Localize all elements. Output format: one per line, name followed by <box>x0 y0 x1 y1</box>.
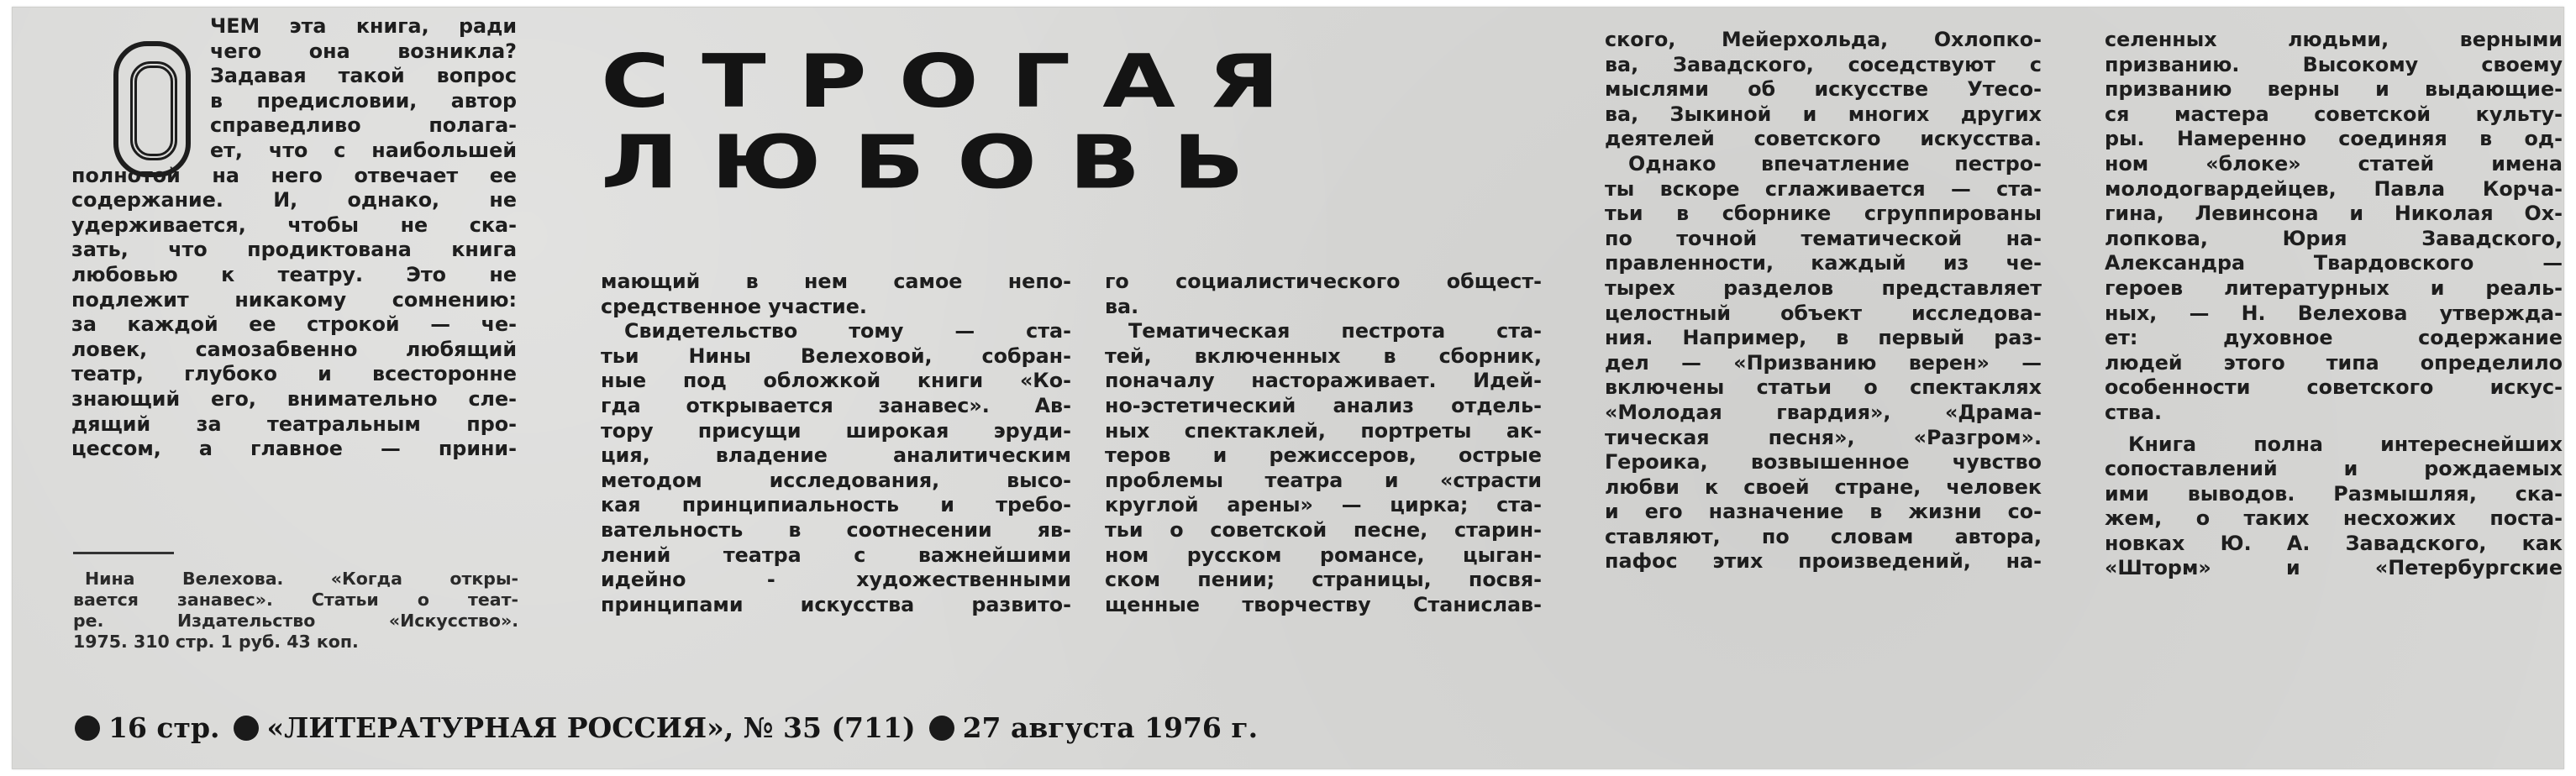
note-line: Нина Велехова. «Когда откры- <box>85 569 518 589</box>
text-line: ры. Намеренно соединяя в од- <box>2105 127 2563 151</box>
text-line: Александра Твардовского — <box>2105 251 2563 275</box>
text-line: теров и режиссеров, острые <box>1105 443 1542 468</box>
footer-newspaper-name: «ЛИТЕРАТУРНАЯ РОССИЯ», № 35 (711) <box>266 711 916 744</box>
article-column-4 <box>1605 28 2042 574</box>
text-line: молодогвардейцев, Павла Корча- <box>2105 176 2563 201</box>
text-line: лений театра с важнейшими <box>601 543 1071 567</box>
text-line: сопоставлений и рождаемых <box>2105 457 2563 481</box>
text-line: театр, глубоко и всесторонне <box>71 362 517 386</box>
text-line: ных, — Н. Велехова утвержда- <box>2105 301 2563 325</box>
text-line: призванию верны и выдающие- <box>2105 77 2563 102</box>
text-line: ского, Мейерхольда, Охлопко- <box>1605 28 2042 51</box>
text-line: жем, о таких несхожих поста- <box>2105 506 2563 531</box>
text-line: тьи в сборнике сгруппированы <box>1605 202 2042 226</box>
text-line: лопкова, Юрия Завадского, <box>2105 226 2563 250</box>
article-column-1 <box>71 14 517 462</box>
newspaper-footer <box>66 711 1263 745</box>
footer-date: 27 августа 1976 г. <box>962 711 1259 744</box>
bullet-icon <box>75 716 100 741</box>
text-line: Книга полна интереснейших <box>2128 432 2563 456</box>
text-line: ся мастера советской культу- <box>2105 102 2563 126</box>
text-line: и его назначение в жизни со- <box>1605 500 2042 524</box>
text-line: справедливо полага- <box>210 113 517 138</box>
text-line: тору присущи широкая эруди- <box>601 418 1071 443</box>
text-line: героев литературных и реаль- <box>2105 275 2563 300</box>
text-line: ставляют, по словам автора, <box>1605 524 2042 548</box>
text-line: «Шторм» и «Петербургские <box>2105 556 2563 580</box>
text-line: мыслями об искусстве Утесо- <box>1605 77 2042 102</box>
footer-page-count: 16 стр. <box>108 711 220 744</box>
text-line: ных спектаклей, портреты ак- <box>1105 418 1542 443</box>
text-line: «Молодая гвардия», «Драма- <box>1605 400 2042 424</box>
text-line: знающий его, внимательно сле- <box>71 386 517 411</box>
text-line: удерживается, чтобы не ска- <box>71 212 517 237</box>
headline-line-2: ЛЮБОВЬ <box>601 120 1276 206</box>
text-line: тьи о советской песне, старин- <box>1105 517 1542 542</box>
text-line: тырех разделов представляет <box>1605 275 2042 300</box>
text-line: ЧЕМ эта книга, ради <box>210 14 517 38</box>
text-line: включены статьи о спектаклях <box>1605 375 2042 400</box>
text-line: ном «блоке» статей имена <box>2105 151 2563 176</box>
text-line: ния. Например, в первый раз- <box>1605 326 2042 350</box>
text-line: принципами искусства развито- <box>601 592 1071 616</box>
note-line: 1975. 310 стр. 1 руб. 43 коп. <box>73 632 359 652</box>
text-line: ном русском романсе, цыган- <box>1105 543 1542 567</box>
text-line: Тематическая пестрота ста- <box>1128 319 1542 343</box>
text-line: тическая песня», «Разгром». <box>1605 425 2042 449</box>
text-line: методом исследования, высо- <box>601 468 1071 492</box>
text-line: призванию. Высокому своему <box>2105 52 2563 76</box>
book-reference-note <box>73 569 518 653</box>
text-line: любовью к театру. Это не <box>71 262 517 286</box>
text-line: цессом, а главное — прини- <box>71 437 517 461</box>
text-line: но-эстетический анализ отдель- <box>1105 393 1542 417</box>
text-line: круглой арены» — цирка; ста- <box>1105 493 1542 517</box>
article-column-2 <box>601 270 1071 617</box>
text-line: гда открывается занавес». Ав- <box>601 393 1071 417</box>
text-line: содержание. И, однако, не <box>71 188 517 212</box>
text-line: ет, что с наибольшей <box>210 138 517 162</box>
article-column-3 <box>1105 270 1542 617</box>
text-line: Однако впечатление пестро- <box>1628 151 2042 176</box>
text-line: ва, Зыкиной и многих других <box>1605 102 2042 126</box>
text-line: идейно - художественными <box>601 568 1071 592</box>
newspaper-clipping <box>12 7 2564 769</box>
text-line: в предисловии, автор <box>210 88 517 113</box>
text-line: Свидетельство тому — ста- <box>624 319 1071 343</box>
text-line: гина, Левинсона и Николая Ох- <box>2105 202 2563 226</box>
text-line: деятелей советского искусства. <box>1605 127 2042 151</box>
text-line: ва, Завадского, соседствуют с <box>1605 52 2042 76</box>
text-line: чего она возникла? <box>210 39 517 63</box>
text-line: целостный объект исследова- <box>1605 301 2042 325</box>
text-line: ные под обложкой книги «Ко- <box>601 369 1071 393</box>
bullet-icon <box>929 716 954 741</box>
text-line: новках Ю. А. Завадского, как <box>2105 531 2563 555</box>
text-line: подлежит никакому сомнению: <box>71 287 517 312</box>
text-line: Героика, возвышенное чувство <box>1605 450 2042 475</box>
text-line: тей, включенных в сборник, <box>1105 343 1542 368</box>
text-line: мающий в нем самое непо- <box>601 270 1071 293</box>
text-line: людей этого типа определило <box>2105 350 2563 375</box>
text-line: тьи Нины Велеховой, собран- <box>601 343 1071 368</box>
text-line: щенные творчеству Станислав- <box>1105 592 1542 616</box>
text-line: полнотой на него отвечает ее <box>71 163 517 187</box>
text-line: правленности, каждый из че- <box>1605 251 2042 275</box>
text-line: поначалу настораживает. Идей- <box>1105 369 1542 393</box>
text-line: дел — «Призванию верен» — <box>1605 350 2042 375</box>
text-line: пафос этих произведений, на- <box>1605 549 2042 574</box>
text-line: ты вскоре сглаживается — ста- <box>1605 176 2042 201</box>
headline-line-1: СТРОГАЯ <box>601 39 1312 125</box>
text-line: дящий за театральным про- <box>71 412 517 436</box>
text-line: зать, что продиктована книга <box>71 238 517 262</box>
text-line: го социалистического общест- <box>1105 270 1542 293</box>
text-line: ском пении; страницы, посвя- <box>1105 568 1542 592</box>
text-line: любви к своей стране, человек <box>1605 475 2042 499</box>
text-line: ет: духовное содержание <box>2105 326 2563 350</box>
text-line: ва. <box>1105 294 1139 318</box>
text-line: ства. <box>2105 400 2163 424</box>
text-line: кая принципиальность и требо- <box>601 493 1071 517</box>
bullet-icon <box>234 716 259 741</box>
text-line: селенных людьми, верными <box>2105 28 2563 51</box>
article-headline <box>601 39 1312 206</box>
text-line: ция, владение аналитическим <box>601 443 1071 468</box>
article-column-5 <box>2105 28 2563 581</box>
footnote-divider <box>73 552 174 554</box>
note-line: вается занавес». Статьи о теат- <box>73 590 518 610</box>
text-line: проблемы театра и «страсти <box>1105 468 1542 492</box>
text-line: ими выводов. Размышляя, ска- <box>2105 481 2563 506</box>
text-line: ловек, самозабвенно любящий <box>71 337 517 361</box>
note-line: ре. Издательство «Искусство». <box>73 611 518 631</box>
text-line: за каждой ее строкой — че- <box>71 312 517 337</box>
text-line: Задавая такой вопрос <box>210 64 517 88</box>
text-line: особенности советского искус- <box>2105 375 2563 400</box>
text-line: средственное участие. <box>601 294 867 318</box>
text-line: вательность в соотнесении яв- <box>601 517 1071 542</box>
text-line: по точной тематической на- <box>1605 226 2042 250</box>
